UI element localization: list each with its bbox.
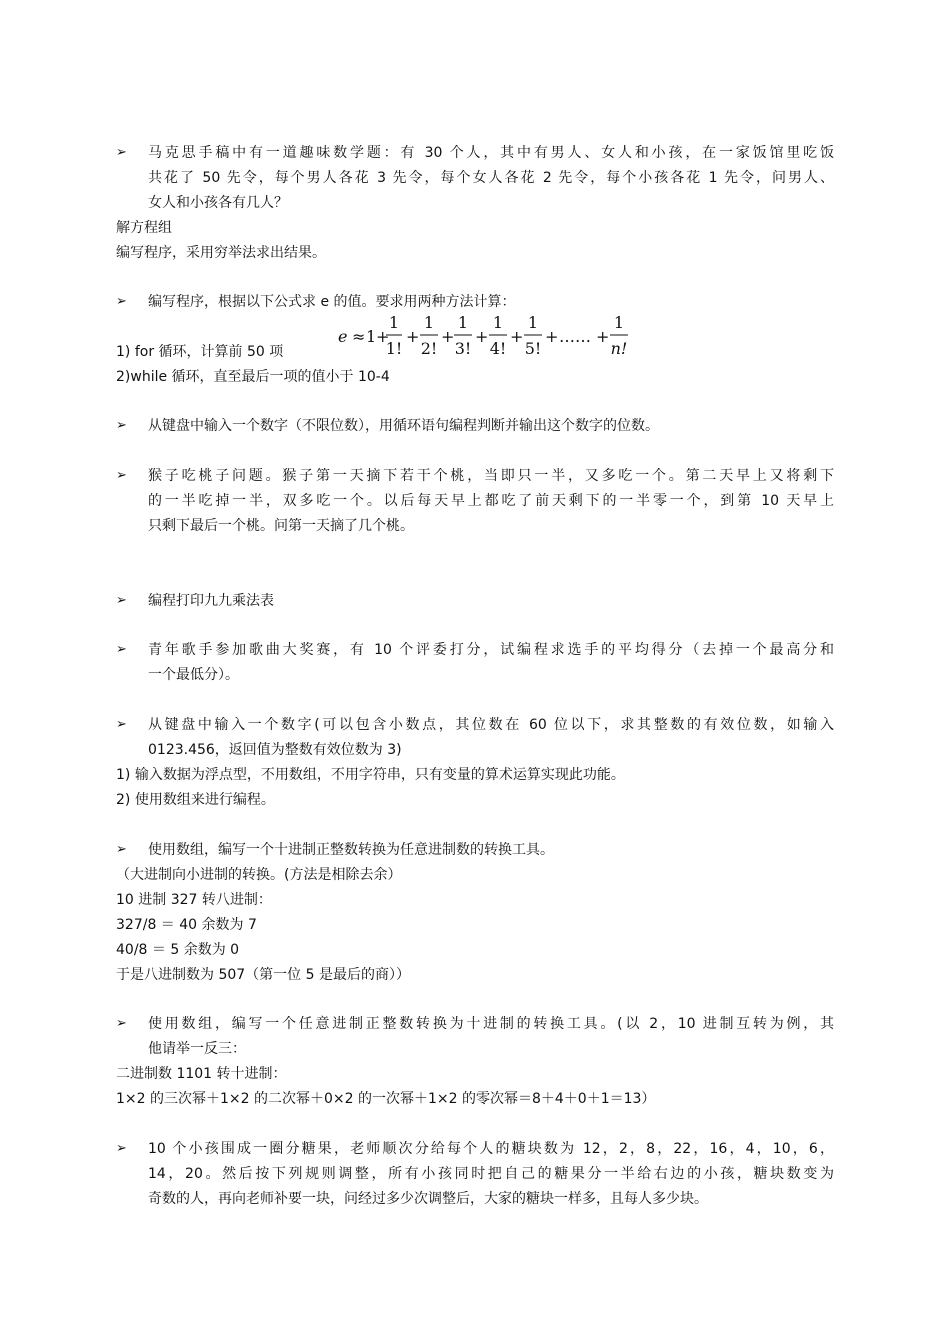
- q7-line-2: 0123.456，返回值为整数有效位数为 3): [148, 742, 402, 758]
- bullet-icon: ➢: [116, 642, 127, 657]
- q6-line-1: 青年歌手参加歌曲大奖赛，有 10 个评委打分，试编程求选手的平均得分（去掉一个最高分和: [148, 642, 834, 658]
- q1-note-2: 编写程序，采用穷举法求出结果。: [116, 245, 326, 261]
- formula-svg: [338, 312, 638, 362]
- q9-note-2: 1×2 的三次幂＋1×2 的二次幂＋0×2 的一次幂＋1×2 的零次幂＝8＋4＋0＋1＝13）: [116, 1091, 656, 1107]
- q2-sub-2: 2)while 循环，直至最后一项的值小于 10-4: [116, 369, 390, 385]
- q7-line-1: 从键盘中输入一个数字(可以包含小数点，其位数在 60 位以下，求其整数的有效位数，如输入: [148, 717, 834, 733]
- bullet-icon: ➢: [116, 842, 127, 857]
- formula-lhs: e: [338, 327, 348, 346]
- frac-2-num: 1: [423, 313, 435, 332]
- frac-n-den: n!: [610, 339, 628, 358]
- bullet-icon: ➢: [116, 294, 127, 309]
- formula-ellipsis: ……: [559, 327, 591, 346]
- formula-plus: +: [545, 327, 559, 346]
- q1-line-2: 共花了 50 先令，每个男人各花 3 先令，每个女人各花 2 先令，每个小孩各花 1 先令，问男人、: [148, 170, 834, 186]
- q4-line-3: 只剩下最后一个桃。问第一天摘了几个桃。: [148, 518, 414, 534]
- q7-sub-2: 2) 使用数组来进行编程。: [116, 792, 275, 808]
- q2-sub-1: 1) for 循环，计算前 50 项: [116, 344, 284, 360]
- frac-5-den: 5!: [524, 339, 542, 358]
- frac-n-num: 1: [613, 313, 625, 332]
- q4-line-2: 的一半吃掉一半，双多吃一个。以后每天早上都吃了前天剩下的一半零一个，到第 10 天早上: [148, 493, 834, 509]
- q1-note-1: 解方程组: [116, 220, 172, 236]
- q1-line-3: 女人和小孩各有几人？: [148, 195, 288, 211]
- formula-plus: +: [510, 327, 524, 346]
- q4-line-1: 猴子吃桃子问题。猴子第一天摘下若干个桃，当即只一半，又多吃一个。第二天早上又将剩下: [148, 468, 834, 484]
- q8-line: 使用数组，编写一个十进制正整数转换为任意进制数的转换工具。: [148, 842, 554, 858]
- frac-4-den: 4!: [489, 339, 507, 358]
- bullet-icon: ➢: [116, 418, 127, 433]
- q7-sub-1: 1) 输入数据为浮点型，不用数组，不用字符串，只有变量的算术运算实现此功能。: [116, 767, 625, 783]
- formula-plus: +: [406, 327, 420, 346]
- formula-one: 1: [366, 327, 377, 346]
- frac-2-den: 2!: [420, 339, 438, 358]
- frac-3-den: 3!: [454, 339, 472, 358]
- q6-line-2: 一个最低分）。: [148, 667, 239, 683]
- frac-4-num: 1: [492, 313, 504, 332]
- frac-5-num: 1: [527, 313, 539, 332]
- q8-note-1: （大进制向小进制的转换。(方法是相除去余）: [116, 867, 402, 883]
- frac-1-num: 1: [388, 313, 400, 332]
- formula-plus: +: [596, 327, 610, 346]
- bullet-icon: ➢: [116, 1016, 127, 1031]
- q5-line: 编程打印九九乘法表: [148, 593, 274, 609]
- bullet-icon: ➢: [116, 145, 127, 160]
- bullet-icon: ➢: [116, 1141, 127, 1156]
- q10-line-2: 14，20。然后按下列规则调整，所有小孩同时把自己的糖果分一半给右边的小孩，糖块数变为: [148, 1166, 834, 1182]
- q8-note-4: 40/8 ＝ 5 余数为 0: [116, 942, 240, 958]
- q10-line-3: 奇数的人，再向老师补要一块，问经过多少次调整后，大家的糖块一样多，且每人多少块。: [148, 1191, 708, 1207]
- q10-line-1: 10 个小孩围成一圈分糖果，老师顺次分给每个人的糖块数为 12，2，8，22，16，4，10，6，: [148, 1141, 834, 1157]
- e-series-formula: [338, 312, 638, 362]
- q8-note-2: 10 进制 327 转八进制：: [116, 892, 272, 908]
- q9-note-1: 二进制数 1101 转十进制：: [116, 1066, 287, 1082]
- q2-line: 编写程序，根据以下公式求 e 的值。要求用两种方法计算：: [148, 294, 516, 310]
- formula-plus: +: [376, 327, 390, 346]
- bullet-icon: ➢: [116, 468, 127, 483]
- frac-1-den: 1!: [385, 339, 403, 358]
- bullet-icon: ➢: [116, 593, 127, 608]
- q9-line-2: 他请举一反三：: [148, 1041, 246, 1057]
- frac-3-num: 1: [457, 313, 469, 332]
- formula-plus: +: [475, 327, 489, 346]
- q3-line: 从键盘中输入一个数字（不限位数），用循环语句编程判断并输出这个数字的位数。: [148, 418, 659, 434]
- q9-line-1: 使用数组，编写一个任意进制正整数转换为十进制的转换工具。(以 2，10 进制互转为例，其: [148, 1016, 834, 1032]
- formula-plus: +: [441, 327, 455, 346]
- bullet-icon: ➢: [116, 717, 127, 732]
- formula-approx: ≈: [352, 327, 366, 346]
- q8-note-3: 327/8 ＝ 40 余数为 7: [116, 917, 257, 933]
- q8-note-5: 于是八进制数为 507（第一位 5 是最后的商））: [116, 967, 410, 983]
- q1-line-1: 马克思手稿中有一道趣味数学题：有 30 个人，其中有男人、女人和小孩，在一家饭馆里吃饭: [148, 145, 834, 161]
